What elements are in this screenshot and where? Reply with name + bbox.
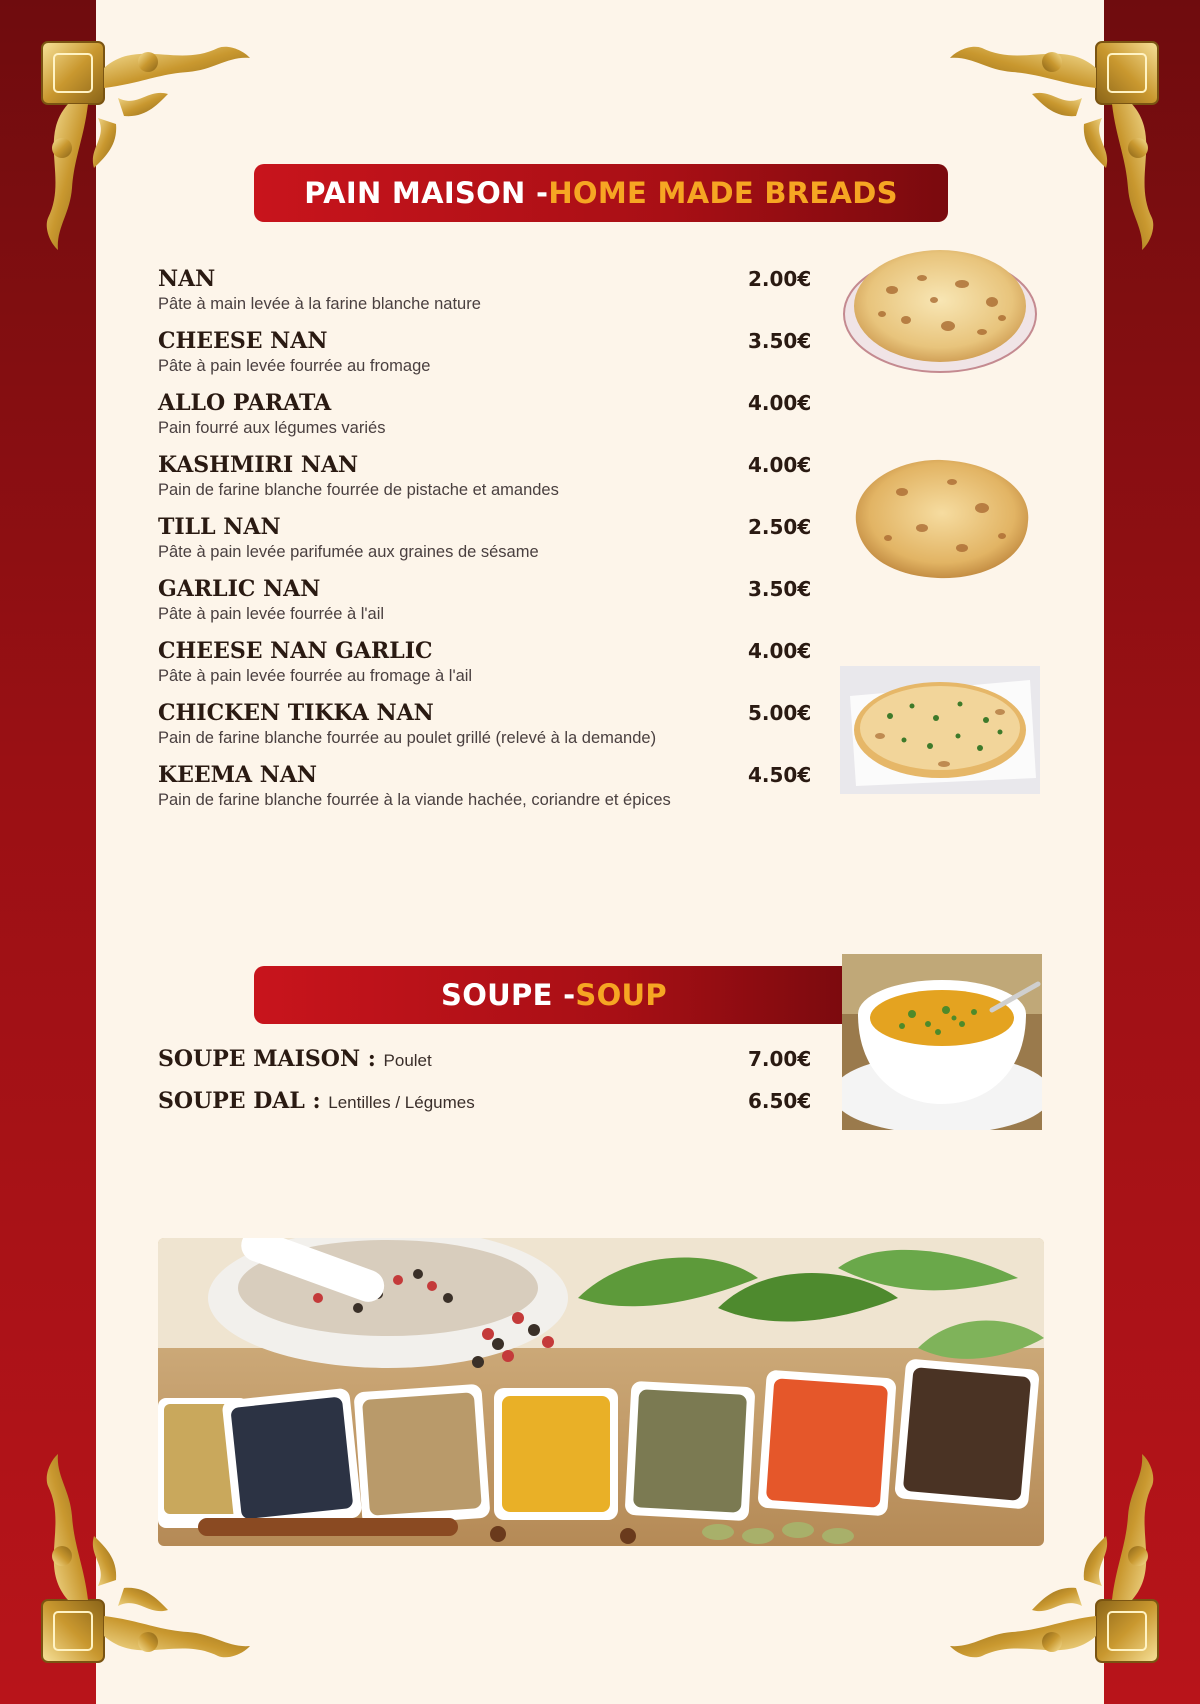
item-description: Pain de farine blanche fourrée à la viande hachée, coriandre et épices [158, 791, 671, 809]
item-name: CHEESE NAN GARLIC [158, 638, 433, 664]
item-name: SOUPE MAISON : [158, 1046, 384, 1072]
menu-item [158, 266, 812, 314]
item-name: GARLIC NAN [158, 576, 321, 602]
item-name: KEEMA NAN [158, 762, 318, 788]
menu-item [158, 700, 812, 748]
gold-corner-ornament-icon [28, 28, 268, 278]
item-description: Pain de farine blanche fourrée au poulet grillé (relevé à la demande) [158, 729, 657, 747]
section-banner-soup [254, 966, 854, 1024]
plain-nan-photo [842, 240, 1038, 374]
item-price: 4.00€ [748, 453, 812, 477]
item-price: 4.50€ [748, 763, 812, 787]
item-name: NAN [158, 266, 216, 292]
menu-item [158, 1088, 812, 1116]
item-description: Pâte à pain levée fourrée au fromage [158, 357, 431, 375]
item-name-row [158, 1046, 812, 1074]
item-price: 5.00€ [748, 701, 812, 725]
item-price: 4.00€ [748, 639, 812, 663]
spices-photo [158, 1238, 1044, 1546]
item-name: CHEESE NAN [158, 328, 328, 354]
item-price: 6.50€ [748, 1089, 812, 1113]
item-description: Pain de farine blanche fourrée de pistache et amandes [158, 481, 559, 499]
menu-item [158, 514, 812, 562]
garlic-nan-photo [840, 666, 1040, 794]
item-description: Pain fourré aux légumes variés [158, 419, 386, 437]
banner-title-accent: HOME MADE BREADS [548, 176, 898, 210]
item-description: Pâte à main levée à la farine blanche nature [158, 295, 481, 313]
item-price: 2.00€ [748, 267, 812, 291]
item-name: SOUPE DAL : [158, 1088, 329, 1114]
menu-item [158, 390, 812, 438]
soup-bowl-photo [842, 954, 1042, 1130]
banner-title-main: SOUPE - [441, 978, 576, 1012]
item-name-row [158, 1088, 812, 1116]
item-price: 4.00€ [748, 391, 812, 415]
item-description: Pâte à pain levée parifumée aux graines de sésame [158, 543, 539, 561]
item-description: Poulet [383, 1051, 432, 1070]
menu-item [158, 328, 812, 376]
item-name: CHICKEN TIKKA NAN [158, 700, 434, 726]
item-name: TILL NAN [158, 514, 281, 540]
menu-item [158, 638, 812, 686]
section-banner-breads [254, 164, 948, 222]
item-name: KASHMIRI NAN [158, 452, 359, 478]
item-price: 3.50€ [748, 577, 812, 601]
item-description: Lentilles / Légumes [328, 1093, 475, 1112]
banner-title-accent: SOUP [575, 978, 667, 1012]
banner-title-main: PAIN MAISON - [304, 176, 549, 210]
item-name: ALLO PARATA [158, 390, 332, 416]
menu-item [158, 576, 812, 624]
item-description: Pâte à pain levée fourrée au fromage à l'ail [158, 667, 473, 685]
item-price: 7.00€ [748, 1047, 812, 1071]
item-description: Pâte à pain levée fourrée à l'ail [158, 605, 385, 623]
menu-item [158, 762, 812, 810]
menu-item [158, 452, 812, 500]
item-price: 3.50€ [748, 329, 812, 353]
item-price: 2.50€ [748, 515, 812, 539]
menu-item [158, 1046, 812, 1074]
kashmiri-nan-photo [842, 452, 1038, 584]
